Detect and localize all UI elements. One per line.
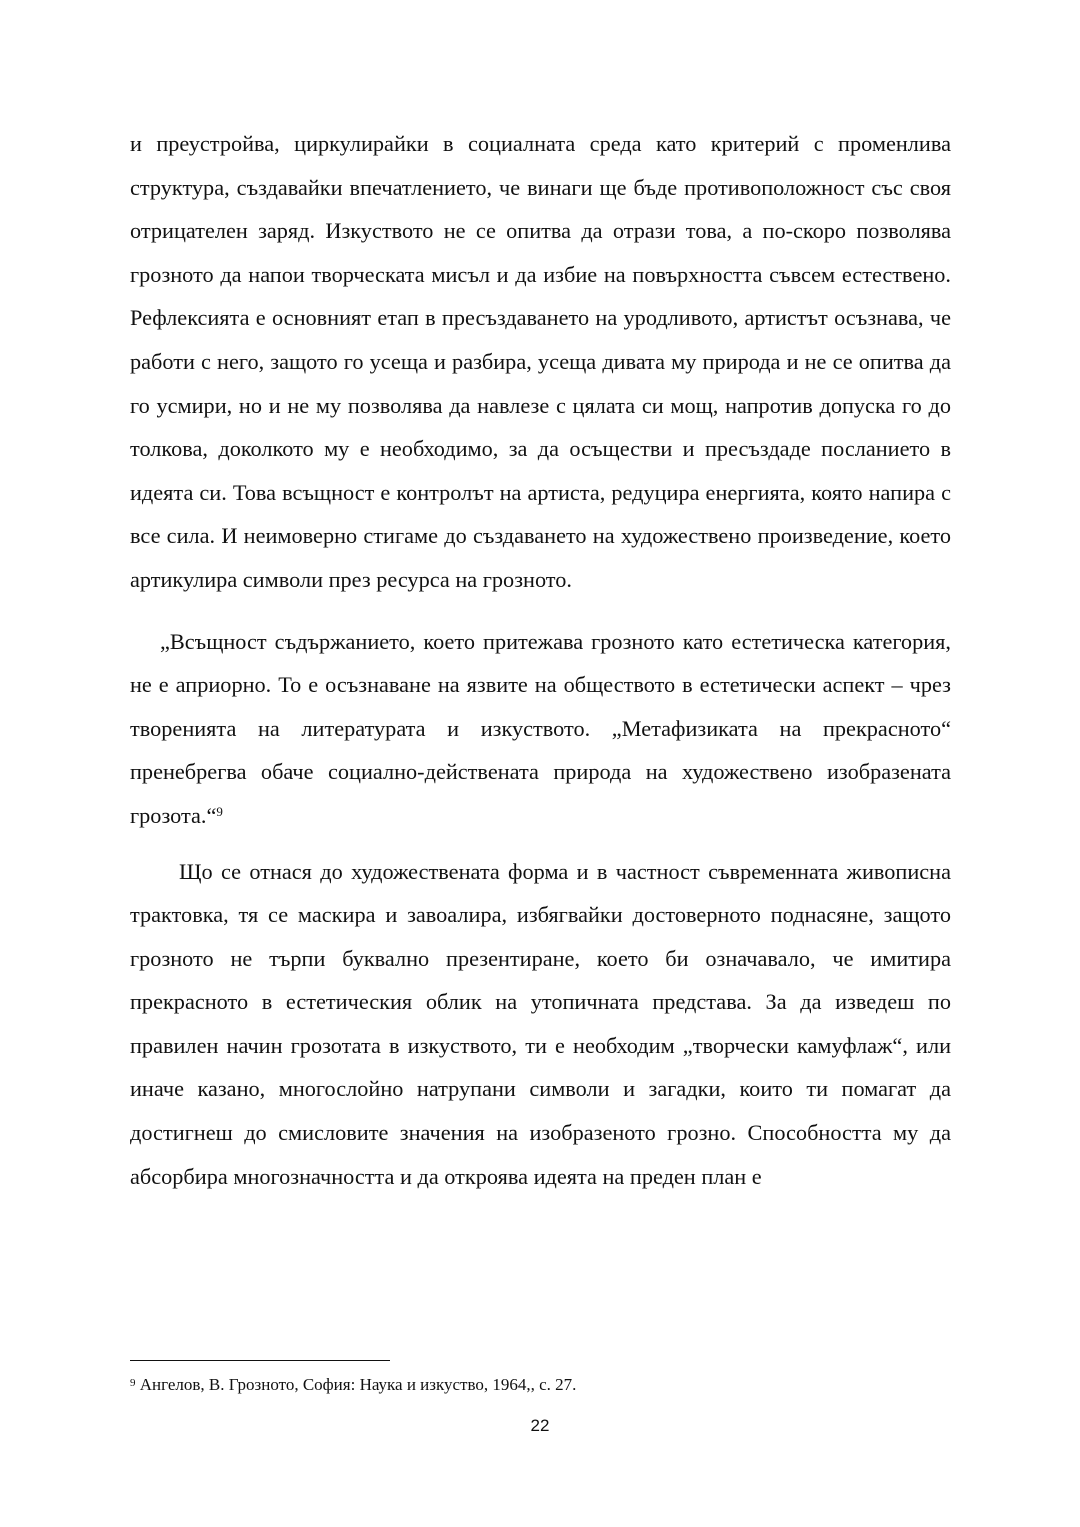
page-number: 22 [530,1416,550,1435]
footnote-number: 9 [130,1377,136,1389]
paragraph-1: и преустройва, циркулирайки в социалната среда като критерий с променлива структура, създавайки впечатлението, че винаги ще бъде противоположност със своя отрицателен заряд. Изкуството не се опитва да отрази това, а по-скоро позволява грозното да напои творческата мисъл и да избие на повърхността съвсем естествено. Рефлексията е основният етап в пресъздаването на уродливото, артистът осъзнава, че работи с него, защото го усеща и разбира, усеща дивата му природа и не се опитва да го усмири, но и не му позволява да навлезе с цялата си мощ, напротив допуска го до толкова, доколкото му е необходимо, за да осъществи и пресъздаде посланието в идеята си. Това всъщност е контролът на артиста, редуцира енергията, която напира с все сила. И неимоверно стигаме до създаването на художествено произведение, което артикулира символи през ресурса на грозното. [130,131,951,592]
quote-text: „Всъщност съдържанието, което притежава грозното като естетическа категория, не е априорно. То е осъзнаване на язвите на обществото в естетически аспект – чрез творенията на литературата и изкуството. „Метафизиката на прекрасното“ пренебрегва обаче социално-действената природа на художествено изобразената грозота.“ [130,628,951,828]
quote-paragraph [130,620,951,838]
paragraph-3: Що се отнася до художествената форма и в частност съвременната живописна трактовка, тя се маскира и завоалира, избягвайки достоверното поднасяне, защото грозното не търпи буквално презентиране, което би означавало, че имитира прекрасното в естетическия облик на утопичната представа. За да изведеш по правилен начин грозотата в изкуството, ти е необходим „творчески камуфлаж“, или иначе казано, многослойно натрупани символи и загадки, които ти помагат да достигнеш до смисловите значения на изобразеното грозно. Способността му да абсорбира многозначността и да откроява идеята на преден план е [130,858,951,1189]
footnote-reference[interactable]: 9 [216,803,223,819]
footnote [130,1373,951,1397]
footnote-text: Ангелов, В. Грозното, София: Наука и изкуство, 1964,, с. 27. [135,1375,577,1394]
footnote-separator [130,1360,390,1361]
page-body [130,122,951,1198]
